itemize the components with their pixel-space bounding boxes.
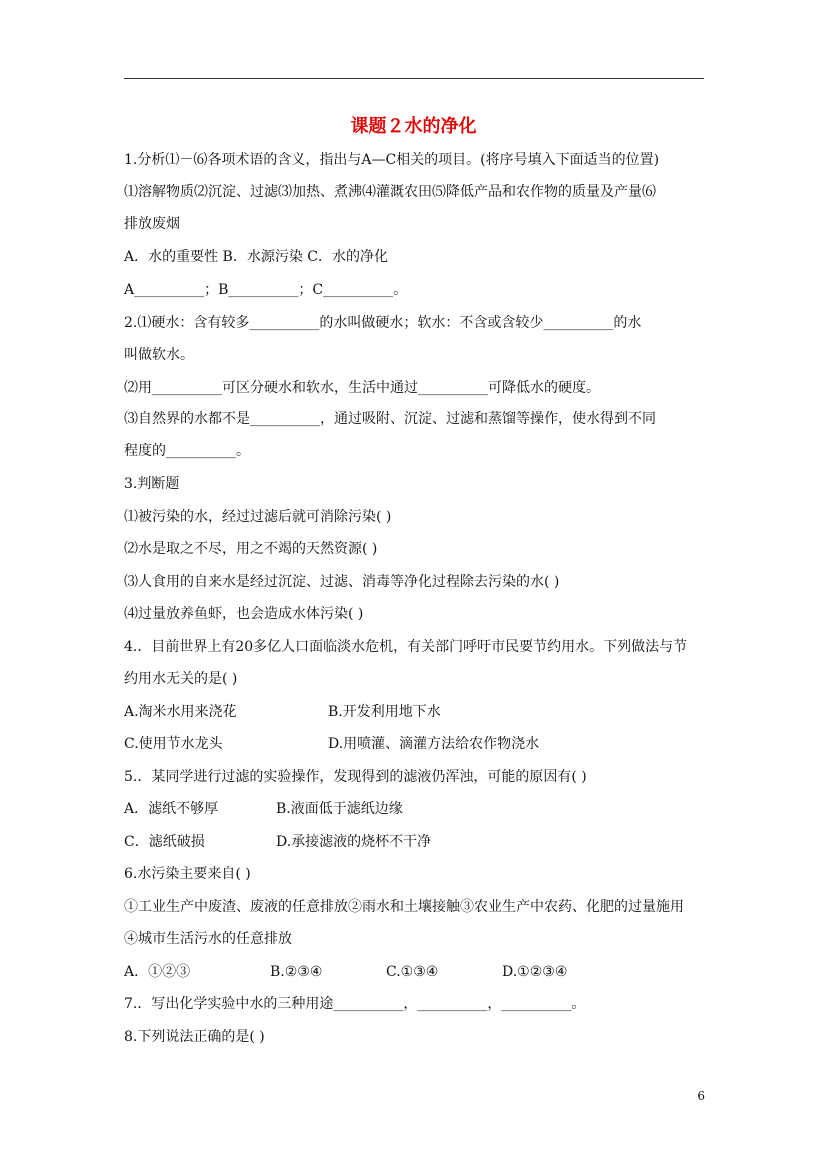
q5-option-b: B.液面低于滤纸边缘 <box>276 801 403 817</box>
q1-options: A．水的重要性 B．水源污染 C．水的净化 <box>124 249 389 265</box>
q6-line-3: ④城市生活污水的任意排放 <box>124 931 292 947</box>
q5-option-a: A．滤纸不够厚 <box>124 801 219 817</box>
q3-item-4: ⑷过量放养鱼虾，也会造成水体污染( ) <box>124 606 364 622</box>
q6-option-c: C.①③④ <box>386 964 439 980</box>
q4-option-a: A.淘米水用来浇花 <box>124 704 237 720</box>
q2-line-1: 2.⑴硬水：含有较多__________的水叫做硬水；软水：不含或含较少__________的水 <box>124 315 642 331</box>
page-title: 课题２水的净化 <box>350 116 477 137</box>
q5-option-c: C．滤纸破损 <box>124 834 205 850</box>
q3-item-1: ⑴被污染的水，经过过滤后就可消除污染( ) <box>124 509 392 525</box>
q6-option-b: B.②③④ <box>270 964 323 980</box>
q4-line-1: 4.．目前世界上有20多亿人口面临淡水危机，有关部门呼吁市民要节约用水。下列做法与节 <box>124 639 688 655</box>
q6-option-a: A．①②③ <box>124 964 191 980</box>
q2-line-3: ⑵用__________可区分硬水和软水，生活中通过__________可降低水的硬度。 <box>124 380 600 396</box>
page-number: 6 <box>697 1089 705 1103</box>
q1-line-1: 1.分析⑴－⑹各项术语的含义，指出与A—C相关的项目。(将序号填入下面适当的位置) <box>124 152 660 168</box>
q7-line-1: 7.．写出化学实验中水的三种用途__________，__________，__________。 <box>124 996 586 1012</box>
q3-item-2: ⑵水是取之不尽，用之不竭的天然资源( ) <box>124 541 378 557</box>
q1-line-3: 排放废烟 <box>124 216 180 232</box>
q1-answer-blanks: A__________；B__________；C__________。 <box>124 282 408 298</box>
q3-item-3: ⑶人食用的自来水是经过沉淀、过滤、消毒等净化过程除去污染的水( ) <box>124 574 560 590</box>
q5-option-d: D.承接滤液的烧杯不干净 <box>276 834 432 850</box>
q3-heading: 3.判断题 <box>124 476 180 492</box>
q4-line-2: 约用水无关的是( ) <box>124 671 238 687</box>
q6-option-d: D.①②③④ <box>502 964 568 980</box>
q6-line-2: ①工业生产中废渣、废液的任意排放②雨水和土壤接触③农业生产中农药、化肥的过量施用 <box>124 899 684 915</box>
q2-line-4: ⑶自然界的水都不是__________，通过吸附、沉淀、过滤和蒸馏等操作，使水得到不同 <box>124 411 656 427</box>
q5-line-1: 5.．某同学进行过滤的实验操作，发现得到的滤液仍浑浊，可能的原因有( ) <box>124 769 587 785</box>
q2-line-2: 叫做软水。 <box>124 347 194 363</box>
q2-line-5: 程度的__________。 <box>124 443 250 459</box>
q6-line-1: 6.水污染主要来自( ) <box>124 866 251 882</box>
q4-option-d: D.用喷灌、滴灌方法给农作物浇水 <box>328 736 540 752</box>
q4-option-c: C.使用节水龙头 <box>124 736 223 752</box>
header-rule <box>124 78 704 79</box>
q8-line-1: 8.下列说法正确的是( ) <box>124 1029 265 1045</box>
q4-option-b: B.开发利用地下水 <box>328 704 441 720</box>
q1-line-2: ⑴溶解物质⑵沉淀、过滤⑶加热、煮沸⑷灌溉农田⑸降低产品和农作物的质量及产量⑹ <box>124 184 656 200</box>
